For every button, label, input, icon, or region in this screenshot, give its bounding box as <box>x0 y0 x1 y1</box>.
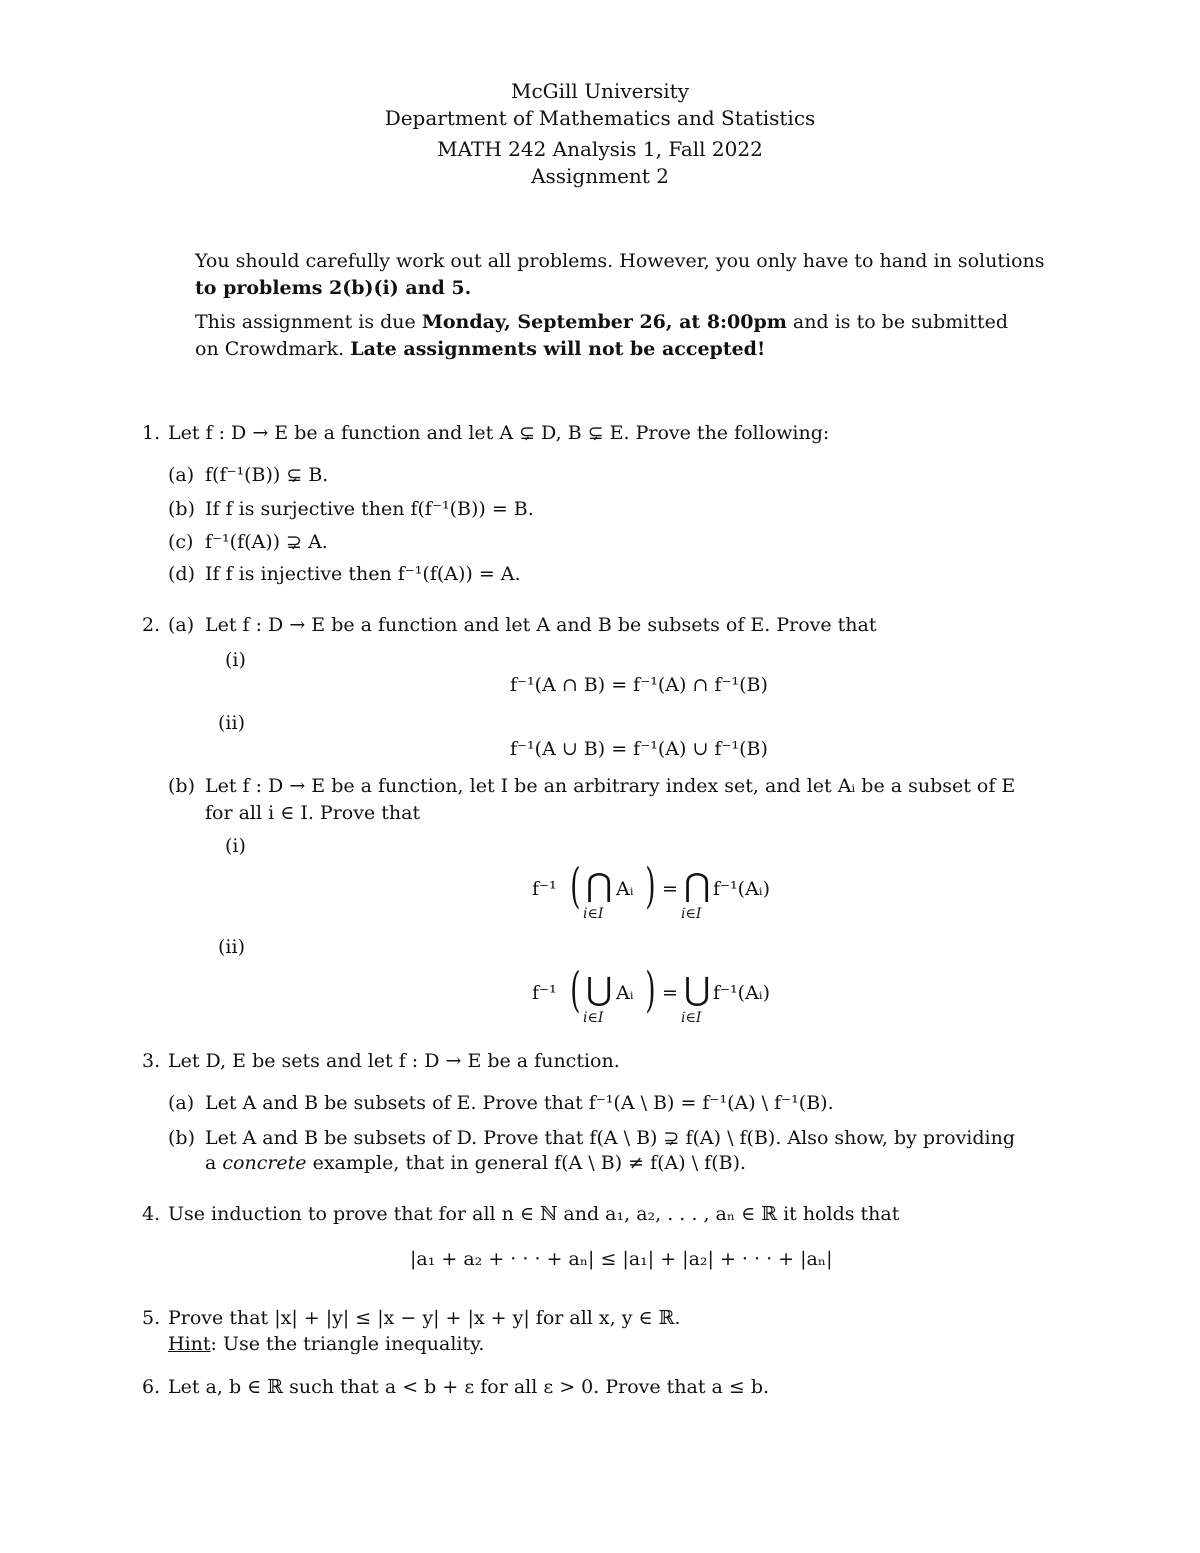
problem-1a-label: (a) <box>168 464 195 486</box>
problem-1d-label: (d) <box>168 563 195 585</box>
problem-3-number: 3. <box>142 1050 161 1072</box>
problem-1b-label: (b) <box>168 498 195 520</box>
instructions-late <box>195 337 765 361</box>
problem-3-stem: Let D, E be sets and let f : D → E be a function. <box>168 1050 620 1072</box>
problem-2b-ii-ai-1: Aᵢ <box>616 982 634 1004</box>
problem-5-stem: Prove that |x| + |y| ≤ |x − y| + |x + y| for all x, y ∈ ℝ. <box>168 1307 681 1329</box>
problem-2a-i-label: (i) <box>225 649 246 671</box>
problem-6-stem: Let a, b ∈ ℝ such that a < b + ε for all ε > 0. Prove that a ≤ b. <box>168 1376 770 1398</box>
problem-3b-line-1: Let A and B be subsets of D. Prove that f(A \ B) ⊋ f(A) \ f(B). Also show, by providing <box>205 1127 1016 1149</box>
problem-3a-label: (a) <box>168 1092 195 1114</box>
problem-1-number: 1. <box>142 422 161 444</box>
problem-2b-ii-index-2: i∈I <box>681 1010 702 1026</box>
problem-4-number: 4. <box>142 1203 161 1225</box>
problem-3b-prefix: a <box>205 1152 223 1174</box>
problem-3b-emphasis: concrete <box>222 1152 307 1174</box>
problem-5-number: 5. <box>142 1307 161 1329</box>
problem-1a: f(f⁻¹(B)) ⊊ B. <box>205 464 329 486</box>
problem-2b-i-equals: = <box>662 878 678 900</box>
due-prefix: This assignment is due <box>195 311 422 333</box>
late-prefix: on Crowdmark. <box>195 338 351 360</box>
problem-2b-i-open-paren: ( <box>570 858 581 914</box>
problem-2-number: 2. <box>142 614 161 636</box>
problem-1b: If f is surjective then f(f⁻¹(B)) = B. <box>205 498 534 520</box>
due-date: Monday, September 26, at 8:00pm <box>421 311 787 333</box>
problem-1-stem: Let f : D → E be a function and let A ⊊ D, B ⊊ E. Prove the following: <box>168 422 830 444</box>
problem-2a-ii-label: (ii) <box>218 712 245 734</box>
course-title: MATH 242 Analysis 1, Fall 2022 <box>437 137 763 161</box>
problem-2a-stem: Let f : D → E be a function and let A and B be subsets of E. Prove that <box>205 614 877 636</box>
problem-2b-ii-open-paren: ( <box>570 962 581 1018</box>
problem-2b-i-label: (i) <box>225 835 246 857</box>
problem-2a-label: (a) <box>168 614 195 636</box>
late-warning: Late assignments will not be accepted! <box>350 338 766 360</box>
problem-1c-label: (c) <box>168 531 194 553</box>
problem-2b-i-intersection-1: ⋂ <box>586 866 613 904</box>
department-title: Department of Mathematics and Statistics <box>384 106 816 130</box>
problem-2b-ii-label: (ii) <box>218 936 245 958</box>
instructions-line-2: to problems 2(b)(i) and 5. <box>195 277 472 299</box>
problem-2b-line-2: for all i ∈ I. Prove that <box>205 802 421 824</box>
problem-2b-ii-union-1: ⋃ <box>586 970 613 1008</box>
hint-label: Hint <box>168 1333 211 1355</box>
problem-2b-ii-index-1: i∈I <box>583 1010 604 1026</box>
problem-2b-ii-union-2: ⋃ <box>684 970 711 1008</box>
problem-2b-line-1: Let f : D → E be a function, let I be an arbitrary index set, and let Aᵢ be a subset of E <box>205 775 1016 797</box>
problem-2b-i-intersection-2: ⋂ <box>684 866 711 904</box>
due-suffix: and is to be submitted <box>786 311 1009 333</box>
problem-2b-i-ai-1: Aᵢ <box>616 878 634 900</box>
problem-2b-ii-lhs: f⁻¹ <box>532 982 557 1004</box>
problem-3b-label: (b) <box>168 1127 195 1149</box>
problem-5-hint <box>168 1332 484 1356</box>
problem-2b-i-close-paren: ) <box>645 858 656 914</box>
problem-6-number: 6. <box>142 1376 161 1398</box>
problem-2b-i-rhs: f⁻¹(Aᵢ) <box>713 878 771 900</box>
assignment-title: Assignment 2 <box>531 164 669 188</box>
problem-2b-i-lhs: f⁻¹ <box>532 878 557 900</box>
problem-3a: Let A and B be subsets of E. Prove that f⁻¹(A \ B) = f⁻¹(A) \ f⁻¹(B). <box>205 1092 834 1114</box>
problem-4-stem: Use induction to prove that for all n ∈ ℕ and a₁, a₂, . . . , aₙ ∈ ℝ it holds that <box>168 1203 900 1225</box>
university-title: McGill University <box>510 79 690 103</box>
problem-2b-ii-rhs: f⁻¹(Aᵢ) <box>713 982 771 1004</box>
problem-2b-i-index-2: i∈I <box>681 906 702 922</box>
instructions-line-1: You should carefully work out all problems. However, you only have to hand in solutions <box>195 250 1045 272</box>
problem-3b-line-2 <box>205 1151 746 1175</box>
problem-2b-ii-close-paren: ) <box>645 962 656 1018</box>
problem-1c: f⁻¹(f(A)) ⊋ A. <box>205 531 328 553</box>
instructions-due <box>195 310 1008 334</box>
problem-2b-i-index-1: i∈I <box>583 906 604 922</box>
problem-2b-ii-equals: = <box>662 982 678 1004</box>
problem-4-display: |a₁ + a₂ + · · · + aₙ| ≤ |a₁| + |a₂| + · · · + |aₙ| <box>410 1248 833 1270</box>
problem-2a-i: f⁻¹(A ∩ B) = f⁻¹(A) ∩ f⁻¹(B) <box>510 674 768 696</box>
problem-3b-suffix: example, that in general f(A \ B) ≠ f(A) \ f(B). <box>306 1152 747 1174</box>
problem-2a-ii: f⁻¹(A ∪ B) = f⁻¹(A) ∪ f⁻¹(B) <box>510 738 768 760</box>
problem-2b-label: (b) <box>168 775 195 797</box>
hint-text: : Use the triangle inequality. <box>210 1333 485 1355</box>
problem-1d: If f is injective then f⁻¹(f(A)) = A. <box>205 563 521 585</box>
